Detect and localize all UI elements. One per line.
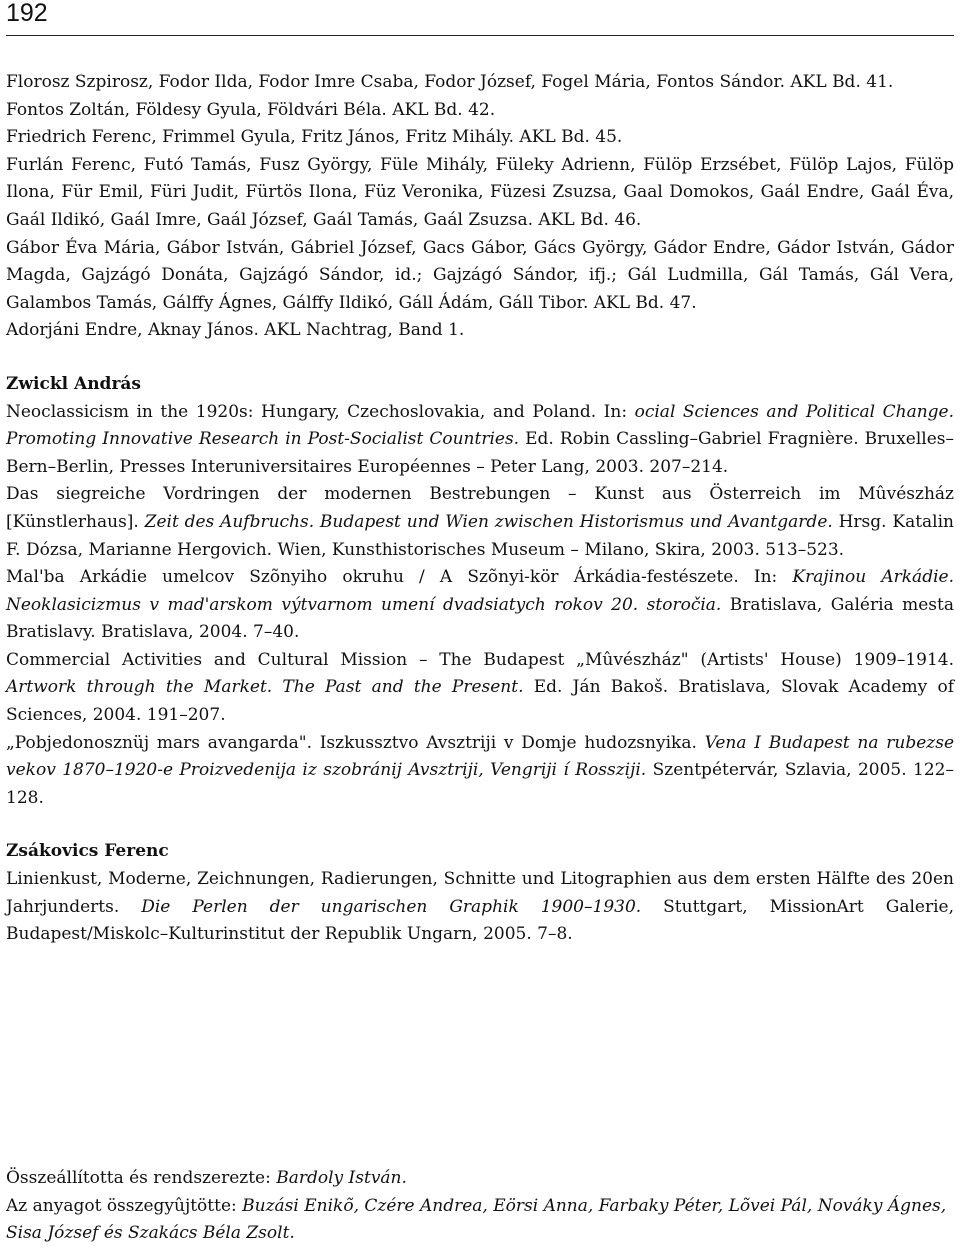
entry: Furlán Ferenc, Futó Tamás, Fusz György, Füle Mihály, Füleky Adrienn, Fülöp Erzsébet, Fülöp Lajos, Fülöp Ilona, Für Emil, Füri Judit, Fürtös Ilona, Füz Veronika, Füzesi Zsuzsa, Gaal Domokos, Gaál Endre, Gaál Éva, Gaál Ildikó, Gaál Imre, Gaál József, Gaál Tamás, Gaál Zsuzsa. AKL Bd. 46.: [6, 154, 954, 230]
intro-entries: [6, 69, 954, 345]
compiled-by: Összeállította és rendszerezte: Bardoly István.: [6, 1168, 407, 1188]
collected-by: Az anyagot összegyûjtötte: Buzási Enikõ, Czére Andrea, Eörsi Anna, Farbaky Péter, Lõvei Pál, Nováky Ágnes, Sisa József és Szakács Béla Zsolt.: [6, 1195, 947, 1244]
entry: „Pobjedonosznüj mars avangarda". Iszkussztvo Avsztriji v Domje hudozsnyika. Vena I Budapest na rubezse vekov 1870–1920-e Proizvedenija iz szobránij Avsztriji, Vengriji í Rossziji. Szentpétervár, Szlavia, 2005. 122–128.: [6, 732, 955, 808]
entry: Friedrich Ferenc, Frimmel Gyula, Fritz János, Fritz Mihály. AKL Bd. 45.: [6, 127, 623, 148]
entry: Mal'ba Arkádie umelcov Szõnyiho okruhu / A Szõnyi-kör Árkádia-festészete. In: Krajinou Arkádie. Neoklasicizmus v mad'arskom výtvarnom umení dvadsiatych rokov 20. storočia. Bratislava, Galéria mesta Bratislavy. Bratislava, 2004. 7–40.: [6, 567, 954, 643]
author-heading: Zwickl András: [6, 373, 141, 394]
entry: Das siegreiche Vordringen der modernen Bestrebungen – Kunst aus Österreich im Mûvészház [Künstlerhaus]. Zeit des Aufbruchs. Budapest und Wien zwischen Historismus und Avantgarde. Hrsg. Katalin F. Dózsa, Marianne Hergovich. Wien, Kunsthistorisches Museum – Milano, Skira, 2003. 513–523.: [6, 484, 954, 560]
page-number: 192: [6, 0, 48, 27]
bibliography-content: [6, 69, 954, 949]
author-heading: Zsákovics Ferenc: [6, 841, 169, 862]
section-zwickl: [6, 371, 954, 813]
entry: Commercial Activities and Cultural Mission – The Budapest „Mûvészház" (Artists' House) 1909–1914. Artwork through the Market. The Past and the Present. Ed. Ján Bakoš. Bratislava, Slovak Academy of Sciences, 2004. 191–207.: [6, 649, 954, 726]
entry: Gábor Éva Mária, Gábor István, Gábriel József, Gacs Gábor, Gács György, Gádor Endre, Gádor István, Gádor Magda, Gajzágó Donáta, Gajzágó Sándor, id.; Gajzágó Sándor, ifj.; Gál Ludmilla, Gál Tamás, Gál Vera, Galambos Tamás, Gálffy Ágnes, Gálffy Ildikó, Gáll Ádám, Gáll Tibor. AKL Bd. 47.: [6, 237, 954, 313]
section-zsakovics: [6, 838, 954, 948]
credits: [6, 1165, 954, 1248]
entry: Neoclassicism in the 1920s: Hungary, Czechoslovakia, and Poland. In: ocial Sciences and Political Change. Promoting Innovative Research in Post-Socialist Countries. Ed. Robin Cassling–Gabriel Fragnière. Bruxelles–Bern–Berlin, Presses Interuniversitaires Européennes – Peter Lang, 2003. 207–214.: [6, 401, 955, 477]
entry: Linienkust, Moderne, Zeichnungen, Radierungen, Schnitte und Litographien aus dem ersten Hälfte des 20en Jahrjunderts. Die Perlen der ungarischen Graphik 1900–1930. Stuttgart, MissionArt Galerie, Budapest/Miskolc–Kulturinstitut der Republik Ungarn, 2005. 7–8.: [6, 869, 954, 945]
header-rule: [6, 35, 954, 36]
entry: Adorjáni Endre, Aknay János. AKL Nachtrag, Band 1.: [6, 320, 465, 341]
entry: Fontos Zoltán, Földesy Gyula, Földvári Béla. AKL Bd. 42.: [6, 99, 496, 120]
entry: Florosz Szpirosz, Fodor Ilda, Fodor Imre Csaba, Fodor József, Fogel Mária, Fontos Sándor. AKL Bd. 41.: [6, 72, 894, 92]
